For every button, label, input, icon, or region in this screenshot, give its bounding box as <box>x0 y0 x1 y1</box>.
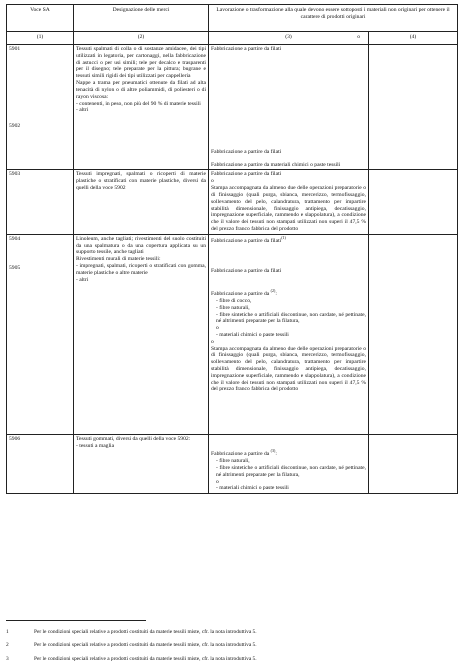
lavorazione-cell <box>209 45 369 170</box>
col-number-3-label: (3) <box>285 34 292 40</box>
lav-5905-2-b: - fibre naturali, <box>216 304 250 311</box>
lav-5901: Fabbricazione a partire da filati <box>211 46 282 52</box>
col-number-3 <box>209 32 369 45</box>
voce-5904: 5904 <box>9 235 21 242</box>
lavorazione-cell <box>209 435 369 494</box>
lav-5902-1: Fabbricazione a partire da filati <box>211 148 282 155</box>
desc-5905: Rivestimenti murali di materie tessili: <box>76 256 161 263</box>
lav-5906-a: - fibre naturali, <box>216 458 250 465</box>
lav-5904-text: Fabbricazione a partire da filati <box>211 237 282 244</box>
alt-cell <box>369 435 458 494</box>
alt-cell <box>369 170 458 234</box>
lavorazione-cell <box>209 170 369 234</box>
lav-5903-2: Stampa accompagnata da almeno due delle operazioni preparatorie o di finissaggio (quali purga, sbianca, mercerizzo, termofissaggio, sollevamento del pelo, calandratura, trattamento per impartire stabilità dimensionale, finissaggio antipiega, decatissaggio, impregnazione superficiale, rammendo e slappolatura), a condizione che il valore dei tessuti non stampati utilizzati non superi il 47,5 % del prezzo franco fabbrica del prodotto <box>211 185 366 232</box>
voce-5905: 5905 <box>9 264 21 271</box>
col-or-label: o <box>357 34 360 40</box>
lav-5905-2-a: - fibre di cocco, <box>216 297 252 304</box>
voce-cell <box>7 170 74 234</box>
alt-cell <box>369 45 458 170</box>
footnote-text-3: Per le condizioni speciali relative a prodotti costituiti da materie tessili miste, cfr. la nota introduttiva 5. <box>34 656 257 662</box>
column-number-row <box>7 32 458 45</box>
table-row <box>7 170 458 234</box>
desc-5905-item1: - impregnati, spalmati, ricoperti o stratificati con gomma, materie plastiche o altre materie <box>76 263 206 276</box>
lav-5905-2-intro: Fabbricazione a partire da $^{(2)}$: <box>211 288 277 298</box>
lav-5906-b: - fibre sintetiche o artificiali discontinue, non cardate, né pettinate, né altrimenti preparate per la filatura, <box>216 464 366 478</box>
col-number-1: (1) <box>7 32 74 45</box>
table-row <box>7 45 458 170</box>
footnote-text-2: Per le condizioni speciali relative a prodotti costituiti da materie tessili miste, cfr. la nota introduttiva 5. <box>34 642 257 648</box>
lav-5905-2-f: Stampa accompagnata da almeno due delle operazioni preparatorie o di finissaggio (quali purga, sbianca, mercerizzo, termofissaggio, sollevamento del pelo, calandratura, trattamento per impartire stabilità dimensionale, finissaggio antipiega, decatissaggio, impregnazione superficiale, rammendo e slappolatura), a condizione che il valore dei tessuti non stampati utilizzati non superi il 47,5 % del prezzo franco fabbrica del prodotto <box>211 345 366 393</box>
col-number-2: (2) <box>74 32 209 45</box>
designazione-cell <box>74 234 209 435</box>
footnote-ref-2: (2) <box>270 288 276 294</box>
voce-cell <box>7 435 74 494</box>
alt-cell <box>369 234 458 435</box>
desc-5902-item1: - contenenti, in peso, non più del 90 % di materie tessili <box>76 100 201 107</box>
desc-5906-item1: - tessuti a maglia <box>76 443 115 450</box>
desc-5902: Nappe a trama per pneumatici ottenute da filati ad alta tenacità di nylon o di altre poliammidi, di poliesteri o di rayon viscosa: <box>76 80 206 100</box>
footnote-separator <box>6 620 146 621</box>
designazione-cell <box>74 170 209 234</box>
lav-5904 <box>211 236 366 245</box>
voce-cell <box>7 45 74 170</box>
voce-5903: 5903 <box>9 171 21 178</box>
table-row <box>7 435 458 494</box>
footnote-ref-3: (3) <box>270 448 276 454</box>
lav-5905-2-c: - fibre sintetiche o artificiali discontinue, non cardate, né pettinate, né altrimenti preparate per la filatura, <box>216 311 366 325</box>
header-voce: Voce SA <box>7 5 74 32</box>
header-row <box>7 5 458 32</box>
lav-5906-intro: Fabbricazione a partire da $^{(3)}$: <box>211 448 277 458</box>
lav-5905-1: Fabbricazione a partire da filati <box>211 268 282 275</box>
desc-5904: Linoleum, anche tagliati; rivestimenti del suolo costituiti da una spalmatura o da una copertura applicata su un supporto tessile, anche tagliati <box>76 235 206 256</box>
col-number-4: (4) <box>369 32 458 45</box>
designazione-cell <box>74 435 209 494</box>
desc-5903: Tessuti impregnati, spalmati o ricoperti di materie plastiche o stratificati con materie plastiche, diversi da quelli della voce 5902 <box>76 171 206 192</box>
lav-5906-d: - materiali chimici o paste tessili <box>216 485 289 492</box>
rules-table <box>6 4 458 494</box>
table-row <box>7 234 458 435</box>
footnote-mark-2: 2 <box>6 642 9 648</box>
voce-5901: 5901 <box>9 46 21 52</box>
footnote-text-1: Per le condizioni speciali relative a prodotti costituiti da materie tessili miste, cfr. la nota introduttiva 5. <box>34 629 257 635</box>
footnote-mark-3: 3 <box>6 656 9 662</box>
lav-5905-2-intro-text: Fabbricazione a partire da <box>211 291 270 298</box>
lav-5906-intro-text: Fabbricazione a partire da <box>211 451 270 458</box>
lav-5903-or: o <box>211 178 214 185</box>
lav-5902-2: Fabbricazione a partire da materiali chimici o paste tessili <box>211 161 341 168</box>
designazione-cell <box>74 45 209 170</box>
voce-5906: 5906 <box>9 436 21 443</box>
lav-5905-2-or: o <box>211 338 214 345</box>
footnote-ref-1: (1) <box>281 234 286 240</box>
lavorazione-cell <box>209 234 369 435</box>
header-designazione: Designazione delle merci <box>74 5 209 32</box>
desc-5906: Tessuti gommati, diversi da quelli della voce 5902: <box>76 436 191 443</box>
lav-5903-1: Fabbricazione a partire da filati <box>211 171 282 178</box>
footnote-mark-1: 1 <box>6 629 9 635</box>
voce-5902: 5902 <box>9 122 21 129</box>
lav-5905-2-e: - materiali chimici o paste tessili <box>216 331 289 338</box>
voce-cell <box>7 234 74 435</box>
desc-5901: Tessuti spalmati di colla o di sostanze amidacee, dei tipi utilizzati in legatoria, per cartonaggi, nella fabbricazione di astucci o per usi simili; tele per decalco e trasparenti per il disegno; tele preparate per la pittura; bugrane e tessuti simili rigidi dei tipi utilizzati per cappelleria <box>76 46 206 80</box>
header-lavorazione: Lavorazione o trasformazione alla quale devono essere sottoposti i materiali non originari per ottenere il carattere di prodotti originari <box>209 5 458 32</box>
lav-5906-c: o <box>216 478 219 485</box>
lav-5905-2-d: o <box>216 325 219 332</box>
desc-5902-item2: - altri <box>76 107 89 114</box>
desc-5905-item2: - altri <box>76 276 89 283</box>
